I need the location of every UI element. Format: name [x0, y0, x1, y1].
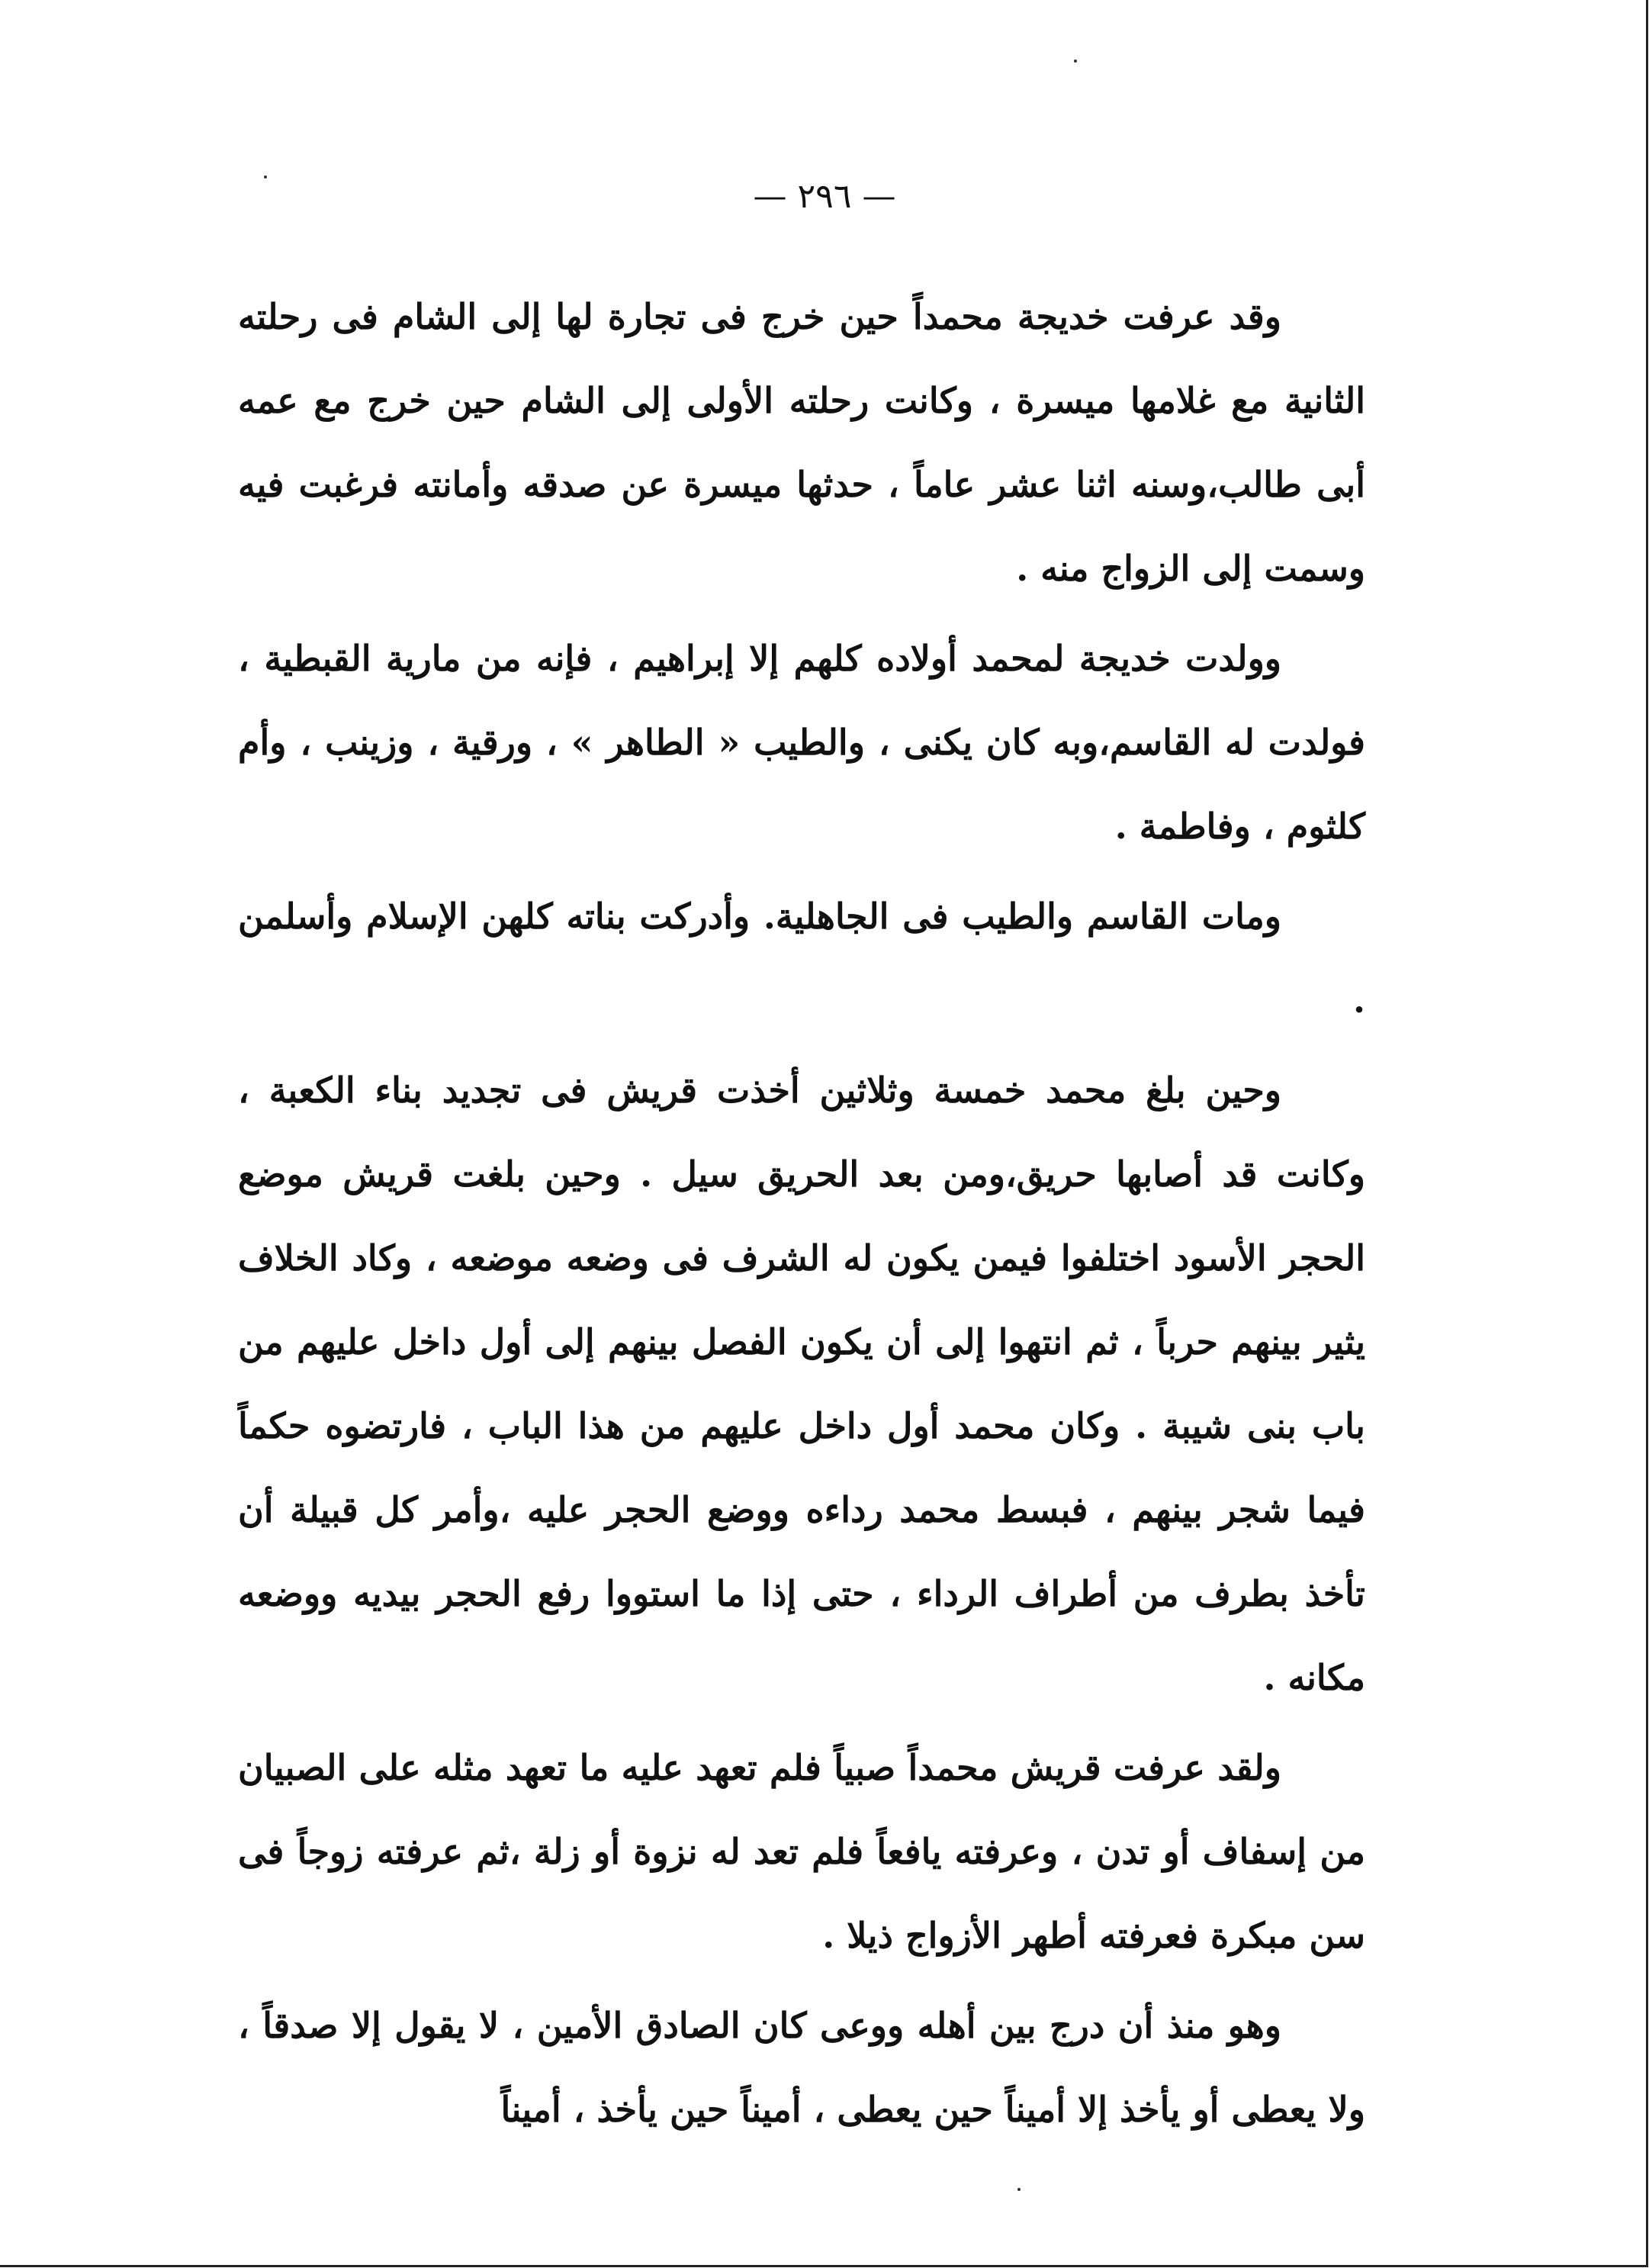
scan-speck — [264, 175, 267, 179]
paragraph: ولقد عرفت قريش محمداً صبياً فلم تعهد عليه ما تعهد مثله على الصبيان من إسفاف أو تدن ، وعرفته يافعاً فلم تعد له نزوة أو زلة ،ثم عرفته زوجاً فى سن مبكرة فعرفته أطهر الأزواج ذيلا . — [238, 1747, 1365, 1956]
paragraph: وقد عرفت خديجة محمداً حين خرج فى تجارة لها إلى الشام فى رحلته الثانية مع غلامها ميسرة ، وكانت رحلته الأولى إلى الشام حين خرج مع عمه أبى طالب،وسنه اثنا عشر عاماً ، حدثها ميسرة عن صدقه وأمانته فرغبت فيه وسمت إلى الزواج منه . — [238, 296, 1365, 589]
paragraph: وولدت خديجة لمحمد أولاده كلهم إلا إبراهيم ، فإنه من مارية القبطية ، فولدت له القاسم،وبه كان يكنى ، والطيب « الطاهر » ، ورقية ، وزينب ، وأم كلثوم ، وفاطمة . — [238, 638, 1365, 847]
page-number: — ٢٩٦ — — [753, 177, 896, 216]
body-text — [238, 275, 1365, 2157]
scan-speck — [1017, 2188, 1021, 2191]
paragraph: ومات القاسم والطيب فى الجاهلية. وأدركت بناته كلهن الإسلام وأسلمن . — [238, 896, 1365, 1021]
scan-speck — [1074, 60, 1077, 63]
paragraph: وحين بلغ محمد خمسة وثلاثين أخذت قريش فى تجديد بناء الكعبة ، وكانت قد أصابها حريق،ومن بعد الحريق سيل . وحين بلغت قريش موضع الحجر الأسود اختلفوا فيمن يكون له الشرف فى وضعه موضعه ، وكاد الخلاف يثير بينهم حرباً ، ثم انتهوا إلى أن يكون الفصل بينهم إلى أول داخل عليهم من باب بنى شيبة . وكان محمد أول داخل عليهم من هذا الباب ، فارتضوه حكماً فيما شجر بينهم ، فبسط محمد رداءه ووضع الحجر عليه ،وأمر كل قبيلة أن تأخذ بطرف من أطراف الرداء ، حتى إذا ما استووا رفع الحجر بيديه ووضعه مكانه . — [238, 1070, 1365, 1698]
paragraph: وهو منذ أن درج بين أهله ووعى كان الصادق الأمين ، لا يقول إلا صدقاً ، ولا يعطى أو يأخذ إلا أميناً حين يعطى ، أميناً حين يأخذ ، أميناً — [238, 2005, 1365, 2130]
